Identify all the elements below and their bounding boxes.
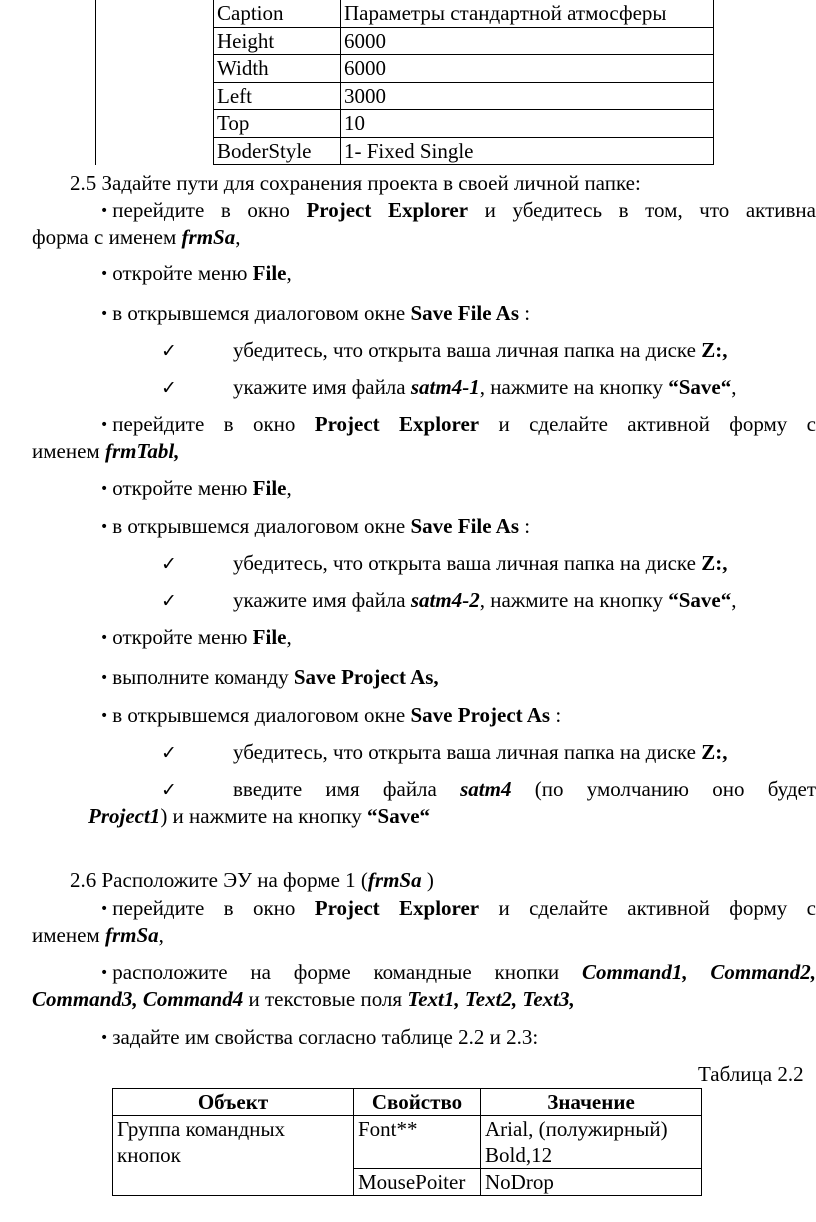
table-row bbox=[96, 82, 714, 110]
table-cell: 1- Fixed Single bbox=[341, 137, 714, 165]
sub-item: укажите имя файла satm4-2, нажмите на кнопку “Save“, bbox=[233, 588, 737, 612]
table-row bbox=[113, 1116, 702, 1169]
checkmark-icon: ✓ bbox=[161, 340, 177, 362]
column-header: Свойство bbox=[354, 1089, 481, 1116]
table-cell: MousePoiter bbox=[354, 1169, 481, 1196]
table-cell: Left bbox=[214, 82, 341, 110]
checkmark-icon: ✓ bbox=[161, 779, 177, 801]
table-cell: Font** bbox=[354, 1116, 481, 1169]
bullet-icon: • bbox=[100, 708, 109, 724]
table-row bbox=[96, 110, 714, 138]
list-item: • перейдите в окно Project Explorer и убедитесь в том, что активна bbox=[100, 198, 816, 222]
bullet-icon: • bbox=[100, 670, 109, 686]
table-cell: Группа командных кнопок bbox=[113, 1116, 354, 1196]
list-item: • расположите на форме командные кнопки Command1, Command2, bbox=[100, 960, 816, 984]
properties-table bbox=[95, 0, 714, 165]
column-header: Значение bbox=[481, 1089, 702, 1116]
table-cell: 6000 bbox=[341, 27, 714, 55]
table-caption: Таблица 2.2 bbox=[698, 1062, 804, 1086]
bullet-icon: • bbox=[100, 306, 109, 322]
table-cell: NoDrop bbox=[481, 1169, 702, 1196]
properties-table-2-2 bbox=[112, 1088, 702, 1196]
list-item: • откройте меню File, bbox=[100, 261, 292, 285]
table-row bbox=[96, 137, 714, 165]
list-item: • в открывшемся диалоговом окне Save File As : bbox=[100, 514, 531, 538]
list-item-continuation: Command3, Command4 и текстовые поля Text1, Text2, Text3, bbox=[32, 987, 575, 1011]
table-cell: 10 bbox=[341, 110, 714, 138]
table-cell: Caption bbox=[214, 0, 341, 27]
sub-item: убедитесь, что открыта ваша личная папка на диске Z:, bbox=[233, 551, 728, 575]
checkmark-icon: ✓ bbox=[161, 553, 177, 575]
table-header-row bbox=[113, 1089, 702, 1116]
list-item: • откройте меню File, bbox=[100, 625, 292, 649]
list-item: • откройте меню File, bbox=[100, 476, 292, 500]
table-cell: 6000 bbox=[341, 55, 714, 83]
table-row bbox=[96, 55, 714, 83]
section-heading: 2.5 Задайте пути для сохранения проекта в своей личной папке: bbox=[70, 171, 641, 195]
column-header: Объект bbox=[113, 1089, 354, 1116]
bullet-icon: • bbox=[100, 519, 109, 535]
bullet-icon: • bbox=[100, 630, 109, 646]
bullet-icon: • bbox=[100, 965, 109, 981]
checkmark-icon: ✓ bbox=[161, 377, 177, 399]
list-item: • выполните команду Save Project As, bbox=[100, 665, 439, 689]
checkmark-icon: ✓ bbox=[161, 590, 177, 612]
sub-item-continuation: Project1) и нажмите на кнопку “Save“ bbox=[88, 804, 431, 828]
table-cell: Top bbox=[214, 110, 341, 138]
table-cell: Width bbox=[214, 55, 341, 83]
sub-item: убедитесь, что открыта ваша личная папка на диске Z:, bbox=[233, 338, 728, 362]
table-cell: BoderStyle bbox=[214, 137, 341, 165]
table-cell: Arial, (полужирный) Bold,12 bbox=[481, 1116, 702, 1169]
list-item: • в открывшемся диалоговом окне Save Project As : bbox=[100, 703, 562, 727]
bullet-icon: • bbox=[100, 203, 109, 219]
checkmark-icon: ✓ bbox=[161, 742, 177, 764]
sub-item: укажите имя файла satm4-1, нажмите на кнопку “Save“, bbox=[233, 375, 737, 399]
table-cell: Параметры стандартной атмосферы bbox=[341, 0, 714, 27]
bullet-icon: • bbox=[100, 417, 109, 433]
list-item: • задайте им свойства согласно таблице 2.2 и 2.3: bbox=[100, 1025, 539, 1049]
list-item: • в открывшемся диалоговом окне Save File As : bbox=[100, 301, 531, 325]
list-item: • перейдите в окно Project Explorer и сделайте активной форму с bbox=[100, 412, 816, 436]
bullet-icon: • bbox=[100, 1030, 109, 1046]
table-cell: 3000 bbox=[341, 82, 714, 110]
sub-item: введите имя файла satm4 (по умолчанию оно будет bbox=[233, 777, 816, 801]
table-cell: Height bbox=[214, 27, 341, 55]
list-item: • перейдите в окно Project Explorer и сделайте активной форму с bbox=[100, 896, 816, 920]
list-item-continuation: именем frmSa, bbox=[32, 923, 164, 947]
list-item-continuation: именем frmTabl, bbox=[32, 439, 180, 463]
bullet-icon: • bbox=[100, 266, 109, 282]
sub-item: убедитесь, что открыта ваша личная папка на диске Z:, bbox=[233, 740, 728, 764]
table-row bbox=[96, 27, 714, 55]
section-heading: 2.6 Расположите ЭУ на форме 1 (frmSa ) bbox=[70, 868, 434, 892]
table-row bbox=[96, 0, 714, 27]
list-item-continuation: форма с именем frmSa, bbox=[32, 225, 241, 249]
bullet-icon: • bbox=[100, 481, 109, 497]
bullet-icon: • bbox=[100, 901, 109, 917]
